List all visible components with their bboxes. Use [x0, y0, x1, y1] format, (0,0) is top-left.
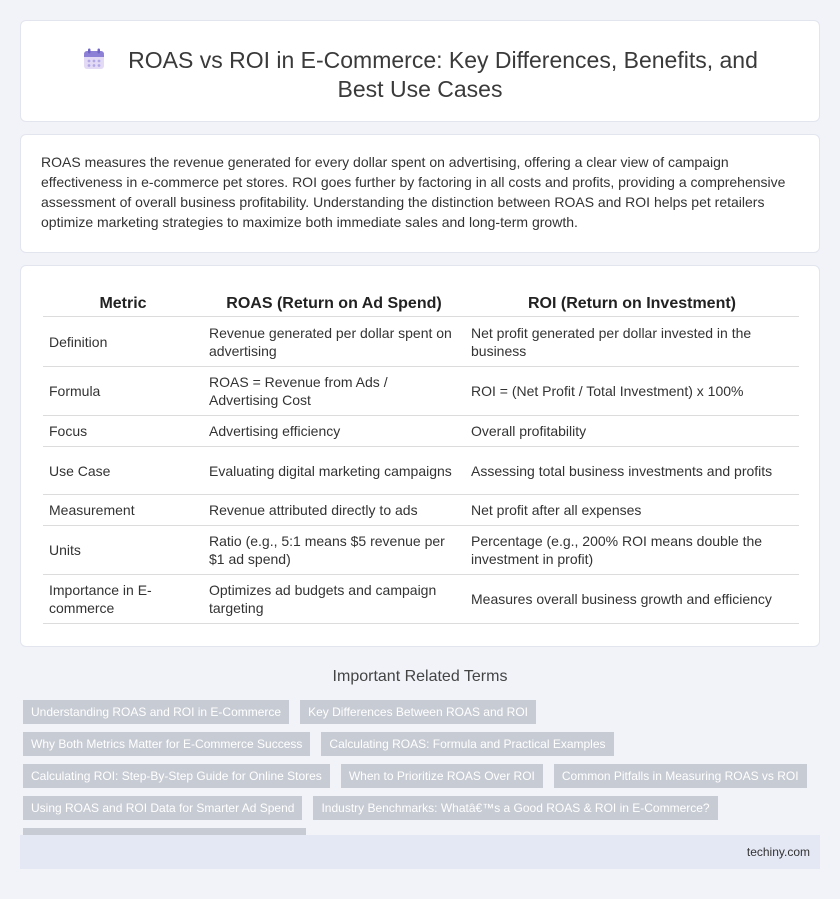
- cell-roi: Net profit after all expenses: [465, 495, 799, 526]
- related-term-tag[interactable]: Industry Benchmarks: Whatâ€™s a Good ROAS & ROI in E-Commerce?: [313, 796, 717, 820]
- cell-roi: Assessing total business investments and profits: [465, 447, 799, 495]
- title-wrap: [21, 46, 819, 104]
- related-term-tag[interactable]: Common Pitfalls in Measuring ROAS vs ROI: [554, 764, 807, 788]
- intro-card: [20, 134, 820, 253]
- cell-roi: Net profit generated per dollar invested in the business: [465, 317, 799, 367]
- related-term-tag[interactable]: Understanding ROAS and ROI in E-Commerce: [23, 700, 289, 724]
- related-term-tag[interactable]: When to Prioritize ROAS Over ROI: [341, 764, 543, 788]
- header-roas: ROAS (Return on Ad Spend): [203, 288, 465, 317]
- cell-roas: ROAS = Revenue from Ads / Advertising Cost: [203, 367, 465, 416]
- related-term-tag[interactable]: Using ROAS and ROI Data for Smarter Ad Spend: [23, 796, 302, 820]
- cell-roi: Overall profitability: [465, 416, 799, 447]
- related-term-tag[interactable]: Key Differences Between ROAS and ROI: [300, 700, 536, 724]
- comparison-table-card: [20, 265, 820, 647]
- related-term-tag[interactable]: Why Both Metrics Matter for E-Commerce Success: [23, 732, 310, 756]
- related-terms-list: [20, 700, 820, 852]
- cell-metric: Importance in E-commerce: [43, 575, 203, 624]
- calendar-icon: [82, 47, 106, 71]
- footer-site[interactable]: techiny.com: [746, 845, 810, 859]
- cell-roas: Evaluating digital marketing campaigns: [203, 447, 465, 495]
- cell-roas: Advertising efficiency: [203, 416, 465, 447]
- cell-metric: Units: [43, 526, 203, 575]
- title-card: [20, 20, 820, 122]
- cell-roi: Measures overall business growth and efficiency: [465, 575, 799, 624]
- cell-roas: Revenue attributed directly to ads: [203, 495, 465, 526]
- cell-metric: Formula: [43, 367, 203, 416]
- cell-metric: Measurement: [43, 495, 203, 526]
- header-roi: ROI (Return on Investment): [465, 288, 799, 317]
- table-row: [43, 575, 799, 624]
- footer: [20, 835, 820, 869]
- table-row: [43, 495, 799, 526]
- table-row: [43, 447, 799, 495]
- cell-roi: ROI = (Net Profit / Total Investment) x 100%: [465, 367, 799, 416]
- table-row: [43, 416, 799, 447]
- header-metric: Metric: [43, 288, 203, 317]
- comparison-table: [43, 288, 799, 624]
- page-title: [61, 46, 779, 104]
- related-term-tag[interactable]: Calculating ROI: Step-By-Step Guide for Online Stores: [23, 764, 330, 788]
- table-row: [43, 526, 799, 575]
- table-header-row: [43, 288, 799, 317]
- table-row: [43, 367, 799, 416]
- related-terms-heading: Important Related Terms: [332, 668, 508, 685]
- cell-roas: Optimizes ad budgets and campaign targeting: [203, 575, 465, 624]
- cell-roas: Revenue generated per dollar spent on advertising: [203, 317, 465, 367]
- cell-roi: Percentage (e.g., 200% ROI means double the investment in profit): [465, 526, 799, 575]
- related-term-tag[interactable]: Calculating ROAS: Formula and Practical Examples: [321, 732, 613, 756]
- cell-roas: Ratio (e.g., 5:1 means $5 revenue per $1 ad spend): [203, 526, 465, 575]
- intro-paragraph: ROAS measures the revenue generated for every dollar spent on advertising, offering a clear view of campaign effectiveness in e-commerce pet stores. ROI goes further by factoring in all costs and profits, providing a comprehensive assessment of overall business profitability. Understanding the distinction between ROAS and ROI helps pet retailers optimize marketing strategies to maximize both immediate sales and long-term growth.: [41, 154, 786, 230]
- cell-metric: Focus: [43, 416, 203, 447]
- cell-metric: Use Case: [43, 447, 203, 495]
- table-row: [43, 317, 799, 367]
- cell-metric: Definition: [43, 317, 203, 367]
- page-title-text: ROAS vs ROI in E-Commerce: Key Differences, Benefits, and Best Use Cases: [128, 47, 758, 102]
